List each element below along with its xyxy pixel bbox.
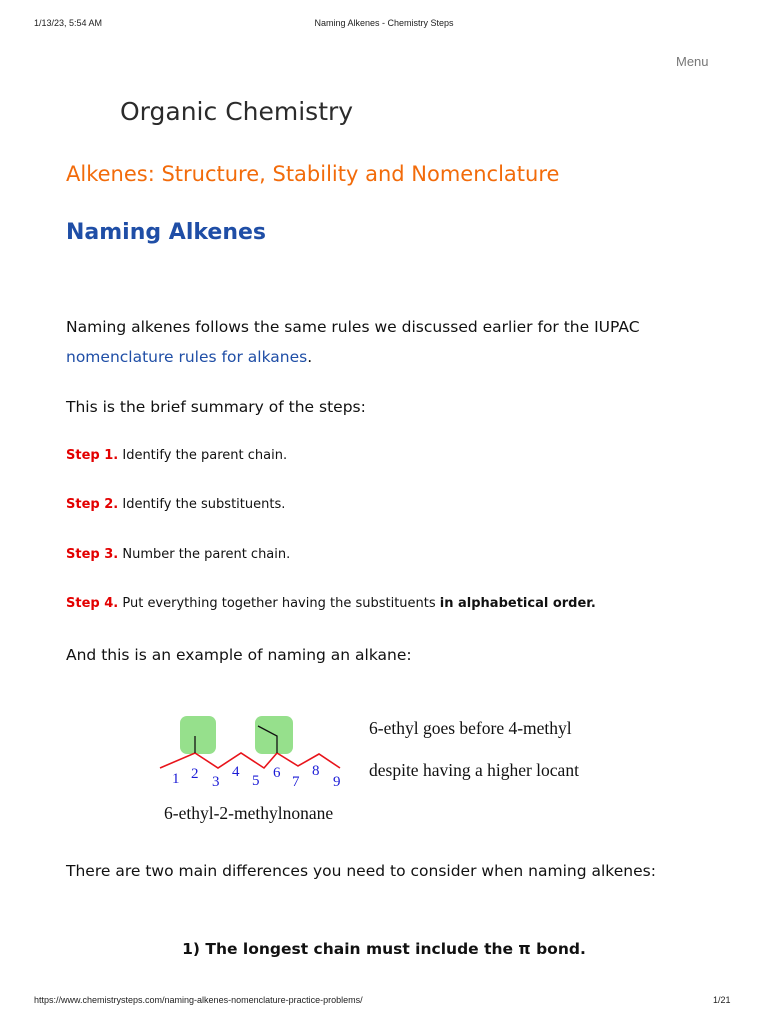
summary-intro: This is the brief summary of the steps: [66,398,366,416]
menu-button[interactable]: Menu [676,54,709,69]
locant-7: 7 [292,774,300,790]
step-bold-text: in alphabetical order. [439,596,596,611]
step-label: Step 3. [66,547,119,562]
step-label: Step 4. [66,596,119,611]
methyl-highlight-box [180,716,216,754]
figure-note-line-2: despite having a higher locant [369,760,579,780]
locant-6: 6 [273,765,281,781]
print-page-title: Naming Alkenes - Chemistry Steps [314,18,454,28]
alkane-nomenclature-link[interactable]: nomenclature rules for alkanes [66,348,308,366]
step-1 [66,448,287,463]
category-heading[interactable]: Alkenes: Structure, Stability and Nomenclature [66,162,560,186]
locant-8: 8 [312,763,320,779]
intro-period: . [307,348,313,366]
print-page-number: 1/21 [713,995,731,1005]
step-label: Step 2. [66,497,119,512]
step-text: Put everything together having the substituents [122,596,440,611]
differences-intro: There are two main differences you need to consider when naming alkenes: [66,862,656,880]
step-2 [66,497,285,512]
point-1-heading: 1) The longest chain must include the π bond. [182,940,586,958]
site-title[interactable]: Organic Chemistry [120,97,354,126]
compound-name: 6-ethyl-2-methylnonane [164,803,334,823]
step-label: Step 1. [66,448,119,463]
locant-3: 3 [212,774,220,790]
locant-1: 1 [172,771,180,787]
example-figure [150,708,620,833]
step-text: Number the parent chain. [122,547,291,562]
locant-5: 5 [252,773,260,789]
print-footer-url: https://www.chemistrysteps.com/naming-alkenes-nomenclature-practice-problems/ [34,995,363,1005]
step-4 [66,596,596,611]
step-text: Identify the parent chain. [122,448,288,463]
step-3 [66,547,290,562]
article-title: Naming Alkenes [66,220,266,245]
intro-text: Naming alkenes follows the same rules we discussed earlier for the IUPAC [66,318,640,336]
nonane-structure-diagram [150,708,620,833]
locant-9: 9 [333,774,341,790]
intro-paragraph [66,312,706,372]
example-intro: And this is an example of naming an alkane: [66,646,412,664]
locant-4: 4 [232,764,240,780]
print-datetime: 1/13/23, 5:54 AM [34,18,103,28]
step-text: Identify the substituents. [122,497,286,512]
locant-2: 2 [191,766,199,782]
figure-note-line-1: 6-ethyl goes before 4-methyl [369,718,572,738]
